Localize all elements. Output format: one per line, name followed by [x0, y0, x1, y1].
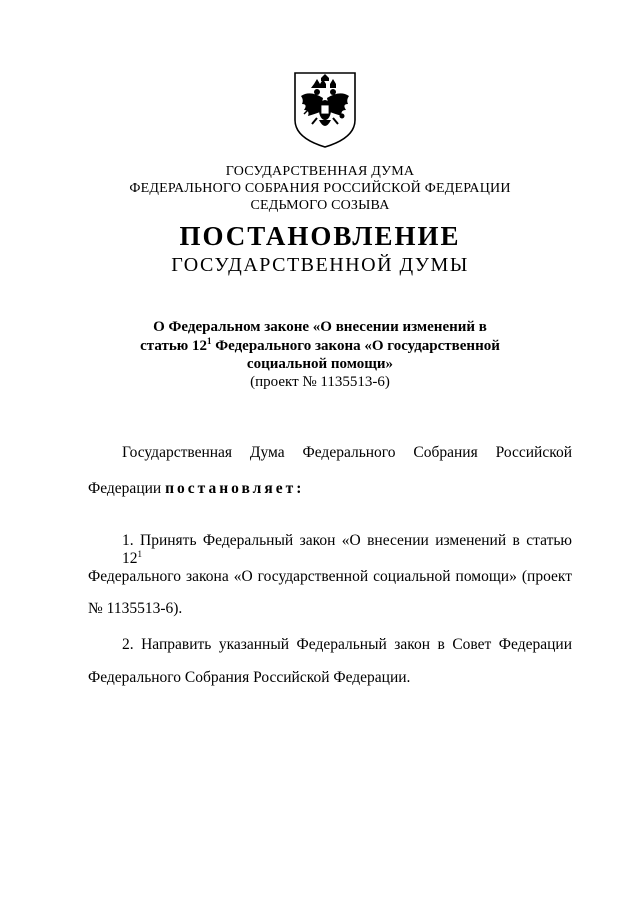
item2-line1: 2. Направить указанный Федеральный закон в Совет Федерации [122, 636, 572, 653]
coat-of-arms-emblem [290, 70, 360, 150]
document-type-title: ПОСТАНОВЛЕНИЕ [179, 221, 461, 251]
resolves-word: постановляет: [165, 480, 305, 497]
org-name-line2: ФЕДЕРАЛЬНОГО СОБРАНИЯ РОССИЙСКОЙ ФЕДЕРАЦИИ [129, 181, 511, 196]
convocation-line: СЕДЬМОГО СОЗЫВА [250, 198, 390, 213]
subject-line3: социальной помощи» [246, 356, 394, 372]
item1-line1-text: 1. Принять Федеральный закон «О внесении изменений в статью 12 [122, 532, 572, 567]
subject-superscript: 1 [206, 336, 212, 346]
document-issuer: ГОСУДАРСТВЕННОЙ ДУМЫ [171, 254, 469, 276]
intro-line1: Государственная Дума Федерального Собрания Российской [122, 444, 572, 461]
subject-line2 [0, 337, 640, 355]
item1-line3: № 1135513-6). [88, 600, 183, 617]
org-name-line1: ГОСУДАРСТВЕННАЯ ДУМА [225, 164, 415, 179]
intro-line2-start: Федерации [88, 480, 166, 497]
project-number: (проект № 1135513-6) [250, 374, 390, 390]
item2-line2: Федерального Собрания Российской Федерации. [88, 669, 411, 686]
subject-line1: О Федеральном законе «О внесении изменений в [153, 319, 487, 335]
item1-superscript: 1 [137, 549, 142, 559]
subject-line2-start: статью 12 [140, 338, 207, 354]
intro-line2 [88, 480, 572, 498]
item1-line1 [88, 532, 572, 568]
subject-line2-end: Федерального закона «О государственной [211, 338, 500, 354]
item1-line2: Федерального закона «О государственной социальной помощи» (проект [88, 568, 572, 585]
